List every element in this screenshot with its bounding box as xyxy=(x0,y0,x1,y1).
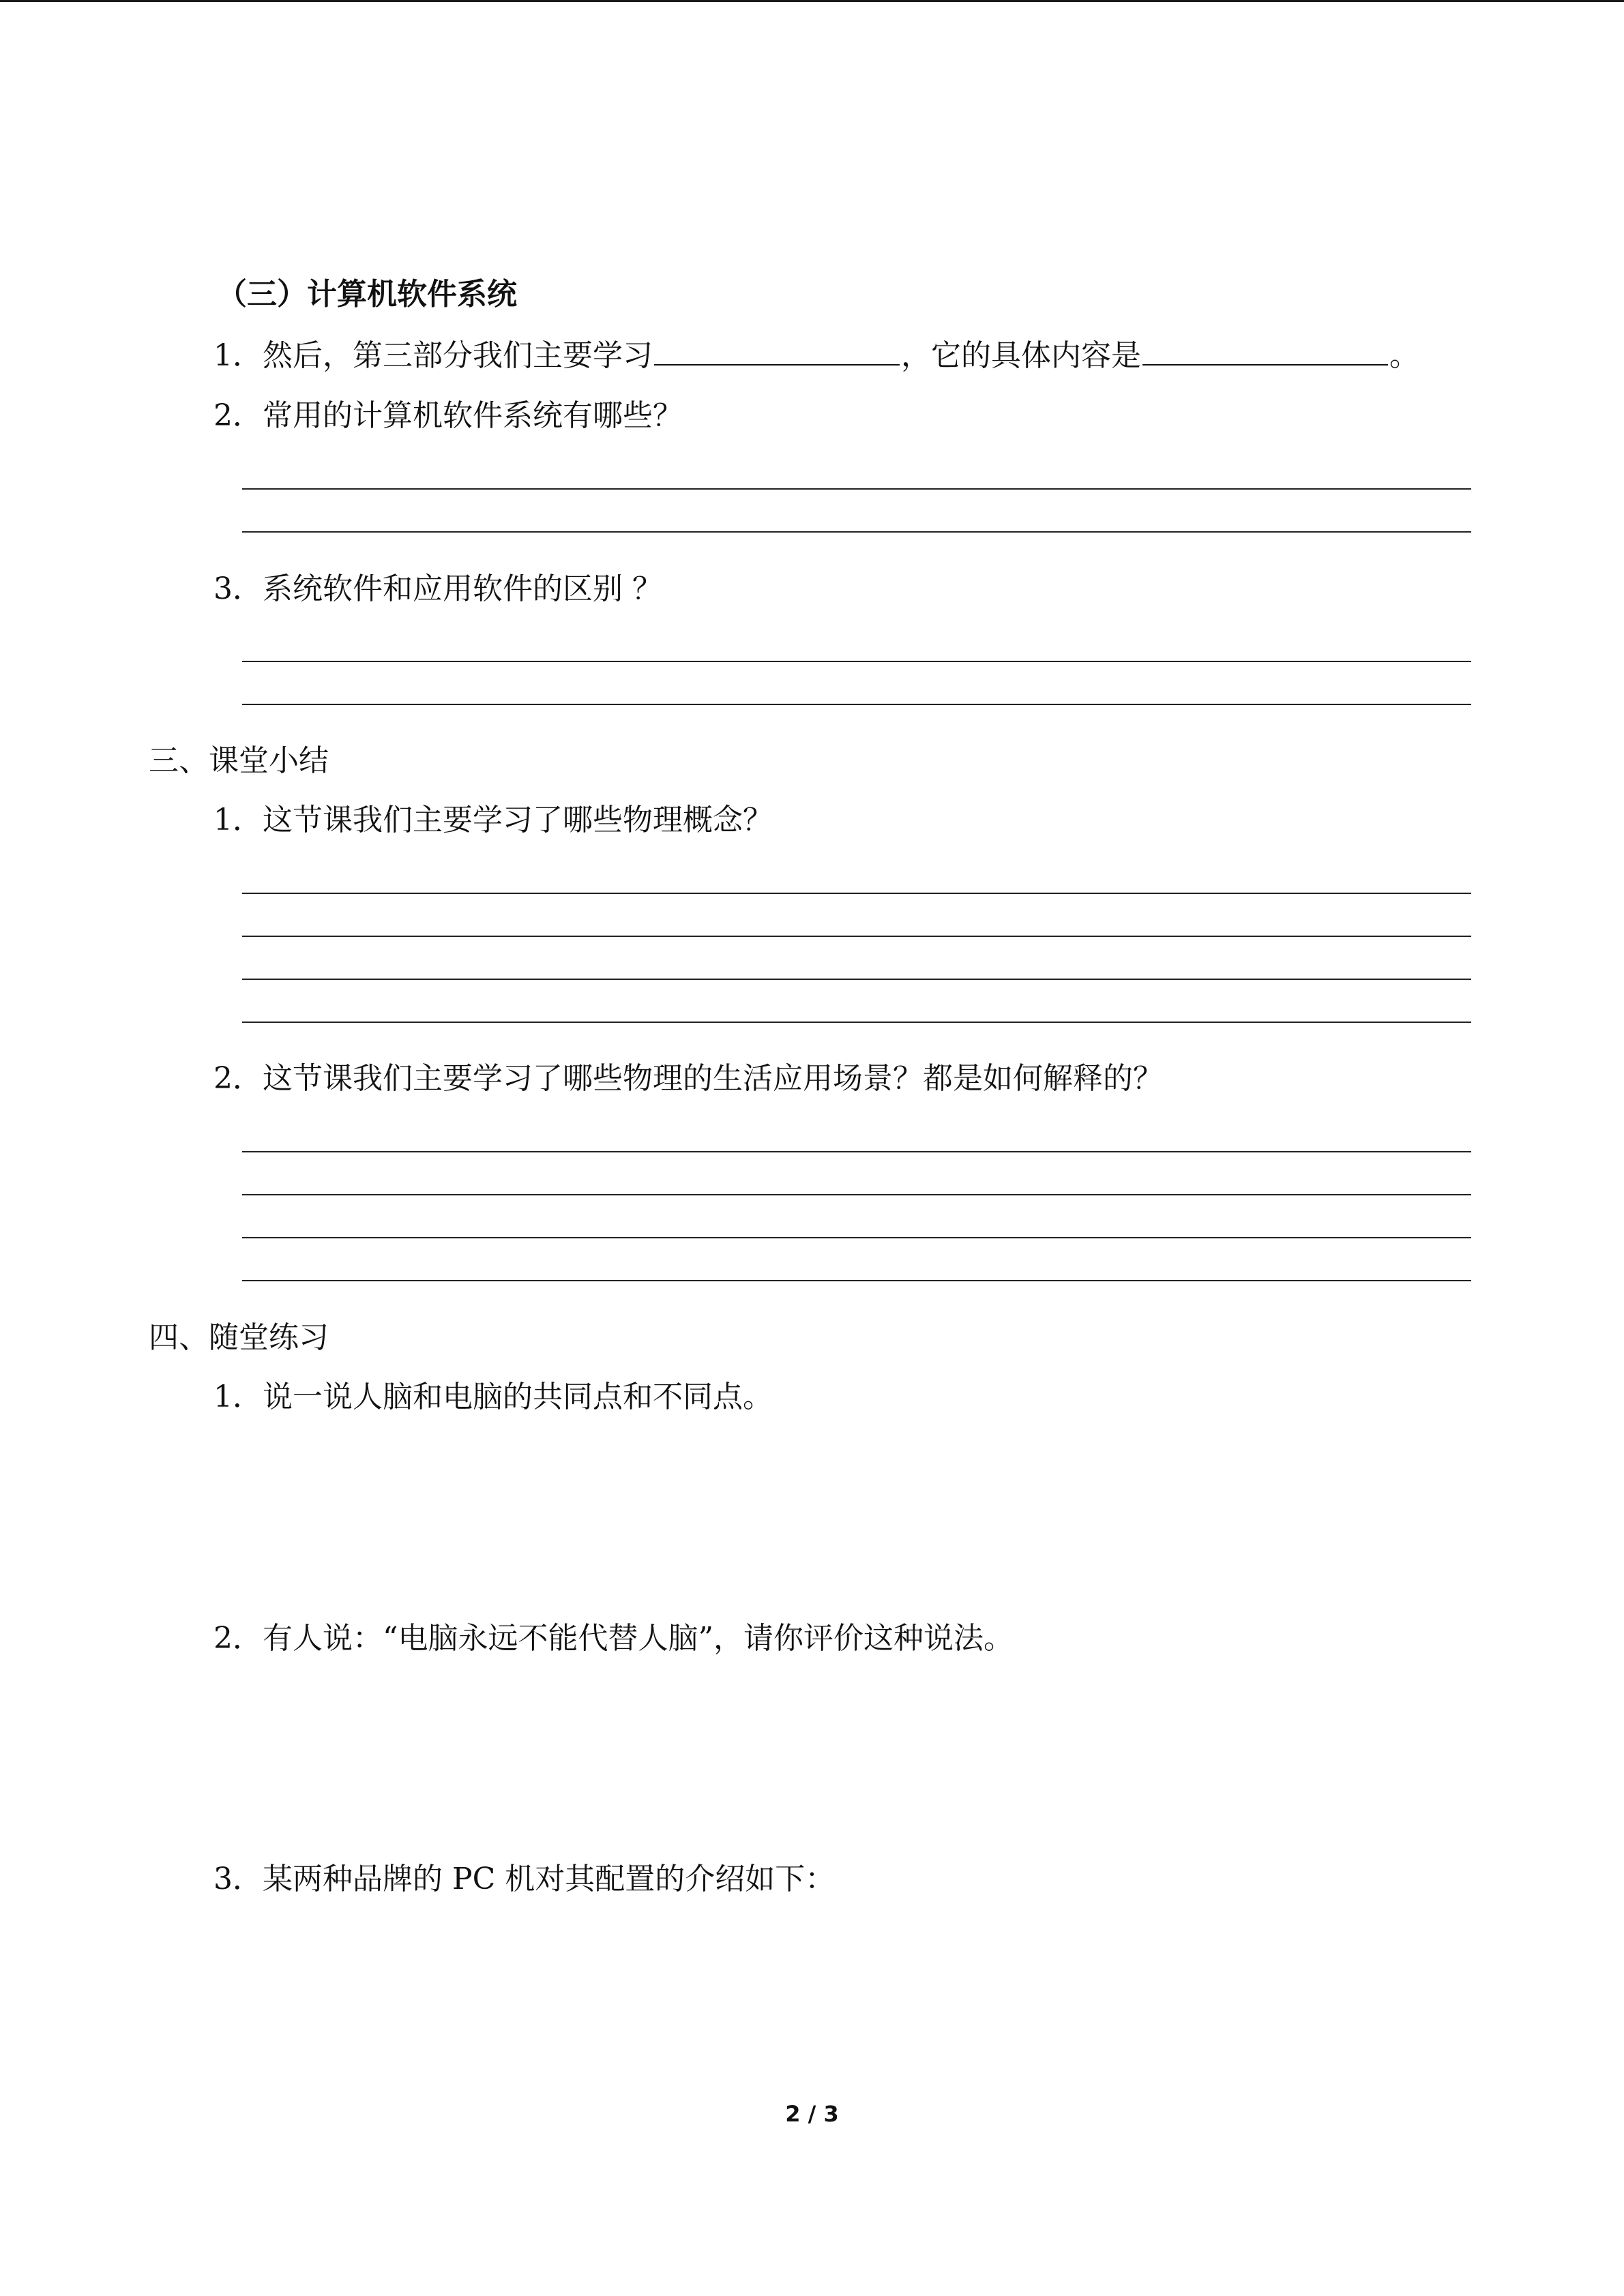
summary-question-2: 2．这节课我们主要学习了哪些物理的生活应用场景？都是如何解释的？ xyxy=(213,1061,1163,1096)
practice-question-2: 2．有人说：“电脑永远不能代替人脑”，请你评价这种说法。 xyxy=(213,1621,1014,1656)
answer-line[interactable] xyxy=(242,531,1471,533)
answer-line[interactable] xyxy=(242,1194,1471,1195)
answer-line[interactable] xyxy=(242,661,1471,662)
question-3-3: 3．系统软件和应用软件的区别 ？ xyxy=(213,571,662,606)
answer-line[interactable] xyxy=(242,936,1471,937)
question-3-1-prefix: 1．然后，第三部分我们主要学习 xyxy=(213,338,653,373)
page-top-border xyxy=(0,0,1624,2)
section-heading-summary: 三、课堂小结 xyxy=(149,743,329,778)
answer-line[interactable] xyxy=(242,704,1471,705)
practice-question-3: 3．某两种品牌的 PC 机对其配置的介绍如下： xyxy=(213,1862,836,1896)
question-3-2: 2．常用的计算机软件系统有哪些？ xyxy=(213,398,683,433)
answer-line[interactable] xyxy=(242,979,1471,980)
section-heading-practice: 四、随堂练习 xyxy=(149,1320,329,1355)
answer-line[interactable] xyxy=(242,1022,1471,1023)
answer-line[interactable] xyxy=(242,1151,1471,1152)
answer-line[interactable] xyxy=(242,893,1471,894)
fill-blank-1[interactable] xyxy=(654,341,900,366)
practice-question-1: 1．说一说人脑和电脑的共同点和不同点。 xyxy=(213,1380,773,1414)
question-3-1-middle: ，它的具体内容是 xyxy=(901,338,1141,373)
section-heading-software-system: （三）计算机软件系统 xyxy=(217,277,517,312)
fill-blank-2[interactable] xyxy=(1142,341,1388,366)
answer-line[interactable] xyxy=(242,1280,1471,1281)
question-3-1 xyxy=(213,337,1419,375)
page-number: 2 / 3 xyxy=(785,2101,839,2127)
answer-line[interactable] xyxy=(242,1237,1471,1238)
answer-line[interactable] xyxy=(242,488,1471,490)
question-3-1-suffix: 。 xyxy=(1389,338,1419,373)
summary-question-1: 1．这节课我们主要学习了哪些物理概念？ xyxy=(213,803,773,837)
